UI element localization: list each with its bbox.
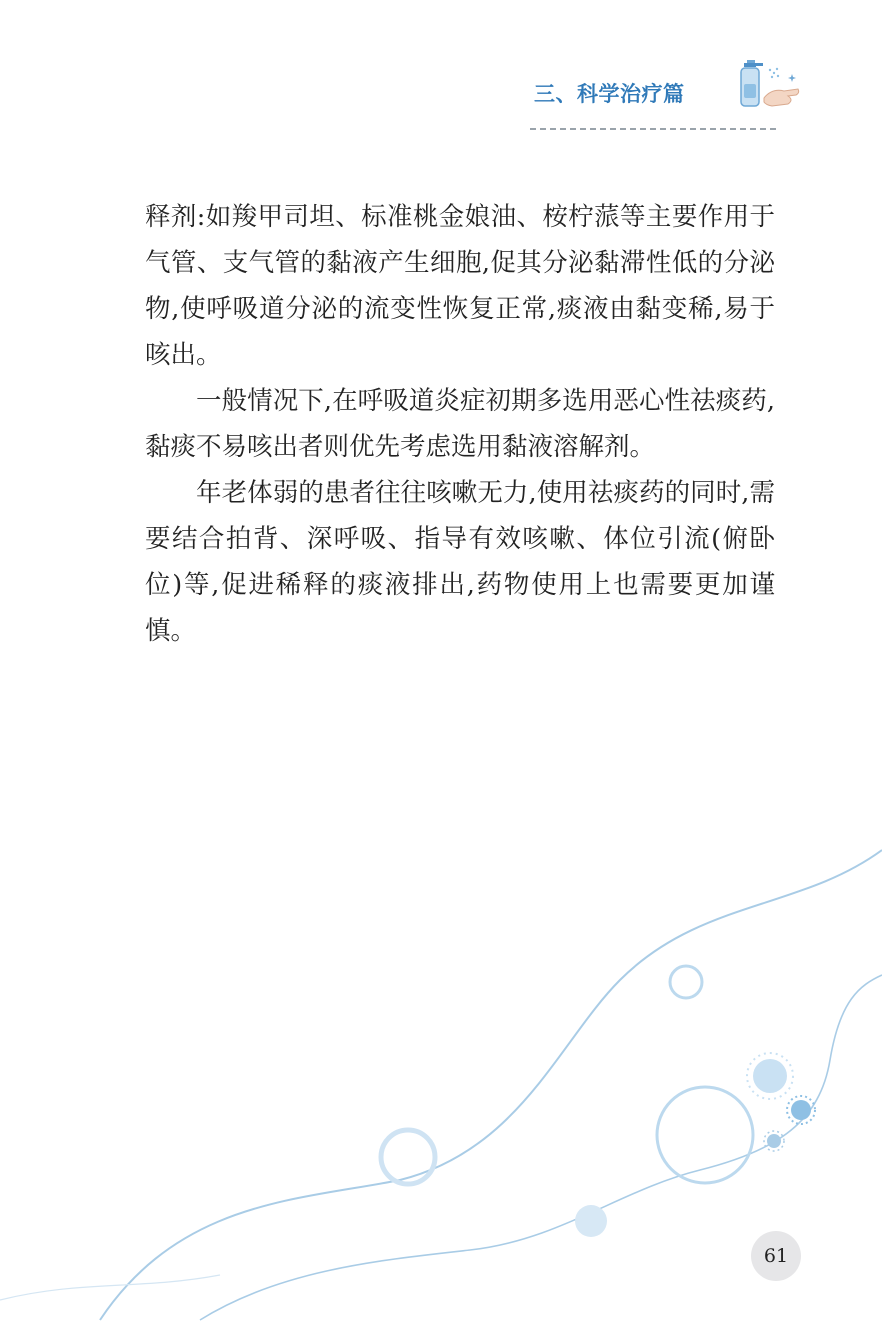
virus-icon: [747, 1053, 793, 1099]
virus-icon: [764, 1131, 784, 1151]
section-title: 三、科学治疗篇: [534, 82, 685, 106]
page-number: 61: [751, 1231, 801, 1281]
decorative-waves: [0, 820, 882, 1323]
header-divider: [530, 128, 776, 130]
hand-sanitizer-icon: [736, 58, 802, 110]
paragraph-1: 释剂:如羧甲司坦、标准桃金娘油、桉柠蒎等主要作用于气管、支气管的黏液产生细胞,促其分泌黏滞性低的分泌物,使呼吸道分泌的流变性恢复正常,痰液由黏变稀,易于咳出。: [145, 202, 775, 370]
paragraph-3: 年老体弱的患者往往咳嗽无力,使用祛痰药的同时,需要结合拍背、深呼吸、指导有效咳嗽、体位引流(俯卧位)等,促进稀释的痰液排出,药物使用上也需要更加谨慎。: [145, 478, 775, 646]
body-text: [145, 194, 775, 654]
paragraph-2: 一般情况下,在呼吸道炎症初期多选用恶心性祛痰药,黏痰不易咳出者则优先考虑选用黏液溶解剂。: [145, 386, 775, 462]
virus-icon: [787, 1096, 815, 1124]
